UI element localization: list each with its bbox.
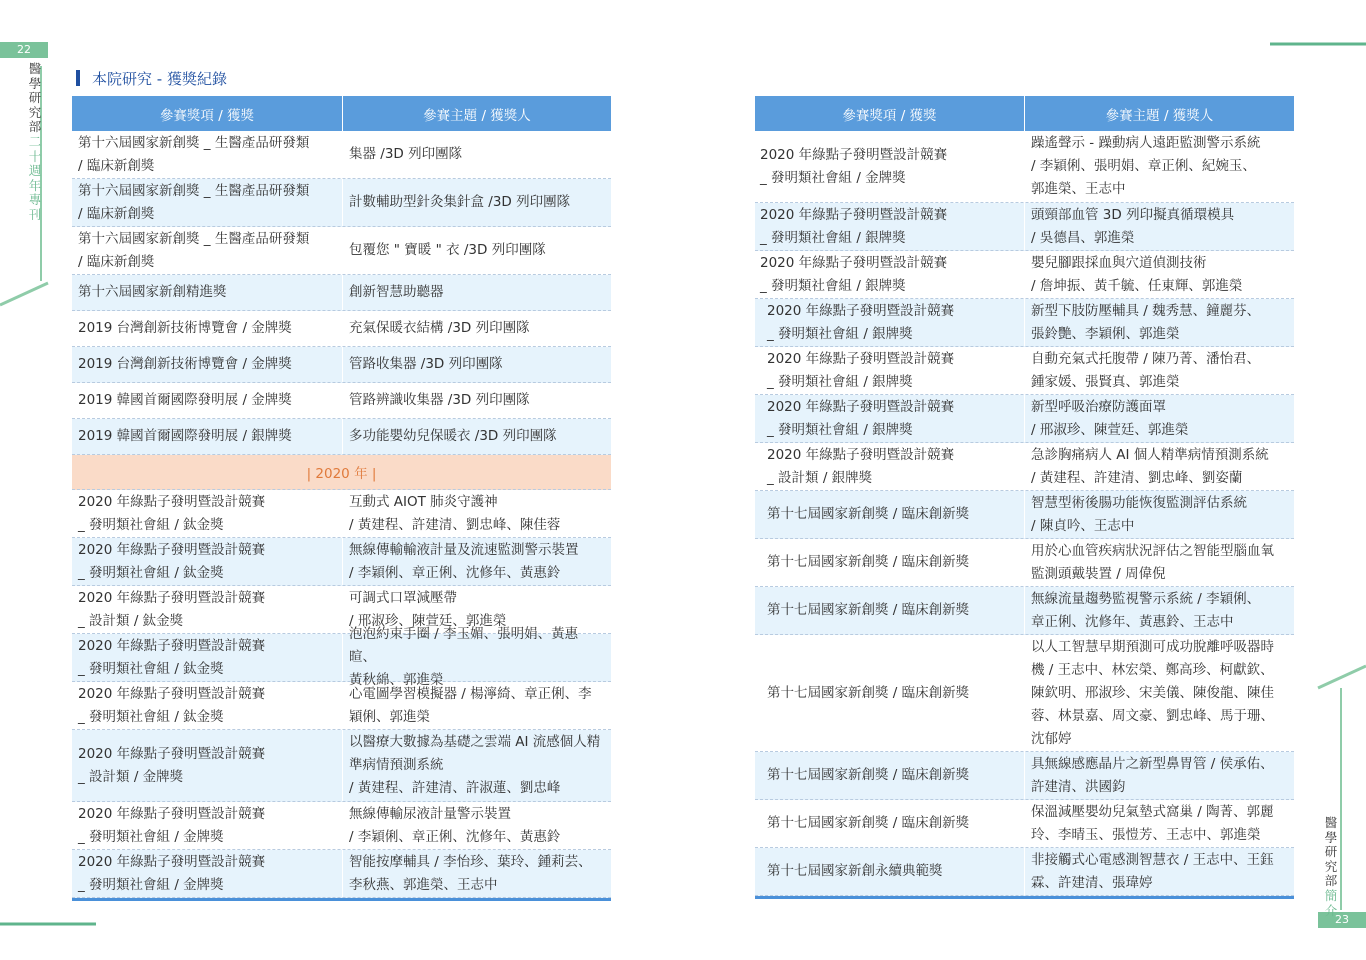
topic-line: 集器 /3D 列印團隊 xyxy=(349,146,463,162)
award-cell xyxy=(755,587,1024,634)
topic-line: / 李穎俐、張明娟、章正俐、紀婉玉、 xyxy=(1031,158,1256,174)
award-cell xyxy=(72,419,342,454)
table-row xyxy=(72,538,611,586)
award-line: 2020 年綠點子發明暨設計競賽 xyxy=(78,685,266,702)
topic-cell xyxy=(342,131,611,178)
topic-line: 包覆您 " 寶暖 " 衣 /3D 列印團隊 xyxy=(349,242,546,258)
award-cell xyxy=(72,227,342,274)
topic-line: / 吳德昌、郭進榮 xyxy=(1031,229,1135,246)
topic-line: 創新智慧助聽器 xyxy=(349,284,444,300)
award-line: / 臨床新創獎 xyxy=(78,205,155,222)
header-topic: 參賽主題 / 獲獎人 xyxy=(1024,96,1294,131)
award-cell xyxy=(72,347,342,382)
topic-cell xyxy=(342,419,611,454)
table-row xyxy=(72,311,611,347)
topic-cell xyxy=(1024,635,1294,751)
award-cell xyxy=(72,586,342,633)
table-row xyxy=(755,131,1294,203)
year-divider: | 2020 年 | xyxy=(72,455,611,490)
topic-cell xyxy=(342,850,611,897)
topic-line: 鍾家媛、張賢真、郭進榮 xyxy=(1031,373,1180,390)
topic-cell xyxy=(1024,752,1294,799)
award-line: 第十七屆國家新創獎 / 臨床創新獎 xyxy=(767,506,970,522)
topic-cell xyxy=(1024,848,1294,895)
table-row xyxy=(72,179,611,227)
topic-line: 蓉、林景嘉、周文豪、劉忠峰、馬于珊、 xyxy=(1031,707,1274,724)
topic-line: / 黃建程、許建清、許淑蓮、劉忠峰 xyxy=(349,780,561,796)
award-cell xyxy=(72,275,342,310)
topic-line: 許建清、洪國鈞 xyxy=(1031,778,1126,795)
topic-line: 新型呼吸治療防護面罩 xyxy=(1031,398,1166,415)
right-accent-line xyxy=(1318,666,1366,688)
table-header xyxy=(755,96,1294,131)
award-cell xyxy=(72,179,342,226)
topic-line: 管路辨識收集器 /3D 列印團隊 xyxy=(349,392,530,408)
topic-line: 張鈴艷、李穎俐、郭進榮 xyxy=(1031,325,1180,342)
award-line: _ 發明類社會組 / 鈦金獎 xyxy=(78,564,224,581)
award-line: _ 發明類社會組 / 金牌獎 xyxy=(78,876,224,893)
award-line: _ 設計類 / 銀牌獎 xyxy=(767,469,873,486)
topic-cell xyxy=(1024,347,1294,394)
table-row xyxy=(755,443,1294,491)
table-row xyxy=(755,251,1294,299)
award-line: 2020 年綠點子發明暨設計競賽 xyxy=(78,637,266,654)
table-row xyxy=(755,539,1294,587)
side-title-left xyxy=(28,62,42,223)
award-cell xyxy=(72,131,342,178)
table-row xyxy=(755,848,1294,896)
award-line: 第十七屆國家新創獎 / 臨床創新獎 xyxy=(767,602,970,618)
topic-cell xyxy=(342,802,611,849)
topic-line: 泡泡約束手圈 / 李玉媚、張明娟、黃惠暄、 xyxy=(349,626,579,665)
award-line: _ 發明類社會組 / 銀牌獎 xyxy=(760,229,906,246)
award-line: 第十七屆國家新創獎 / 臨床創新獎 xyxy=(767,554,970,570)
award-cell xyxy=(755,752,1024,799)
topic-line: / 黃建程、許建清、劉忠峰、陳佳蓉 xyxy=(349,516,561,533)
table-row xyxy=(72,131,611,179)
award-line: 2020 年綠點子發明暨設計競賽 xyxy=(760,206,948,223)
table-row xyxy=(72,419,611,455)
topic-cell xyxy=(342,383,611,418)
awards-table-left xyxy=(72,96,611,901)
award-cell xyxy=(755,251,1024,298)
award-cell xyxy=(72,311,342,346)
award-line: 第十七屆國家新創獎 / 臨床創新獎 xyxy=(767,684,970,701)
award-line: 2020 年綠點子發明暨設計競賽 xyxy=(78,541,266,558)
award-line: _ 設計類 / 金牌獎 xyxy=(78,768,184,785)
topic-cell xyxy=(1024,800,1294,847)
topic-cell xyxy=(1024,587,1294,634)
topic-line: 郭進榮、王志中 xyxy=(1031,181,1126,197)
topic-cell xyxy=(342,227,611,274)
topic-line: 智能按摩輔具 / 李怡珍、葉玲、鍾莉芸、 xyxy=(349,853,592,870)
topic-cell xyxy=(342,179,611,226)
topic-line: 無線傳輸輸液計量及流速監測警示裝置 xyxy=(349,541,579,558)
table-row xyxy=(72,347,611,383)
award-line: 2019 韓國首爾國際發明展 / 金牌獎 xyxy=(78,392,292,408)
table-row xyxy=(72,682,611,730)
topic-line: 自動充氣式托腹帶 / 陳乃菁、潘怡君、 xyxy=(1031,350,1261,367)
topic-cell xyxy=(1024,443,1294,490)
award-line: _ 設計類 / 鈦金獎 xyxy=(78,612,184,629)
topic-line: / 李穎俐、章正俐、沈修年、黃惠鈴 xyxy=(349,828,561,845)
award-line: 2020 年綠點子發明暨設計競賽 xyxy=(767,398,955,415)
topic-line: / 李穎俐、章正俐、沈修年、黃惠鈴 xyxy=(349,564,561,581)
topic-cell xyxy=(342,347,611,382)
page-number-left: 22 xyxy=(0,42,48,58)
award-line: 2020 年綠點子發明暨設計競賽 xyxy=(78,589,266,606)
side-title-right xyxy=(1324,816,1338,918)
header-topic: 參賽主題 / 獲獎人 xyxy=(342,96,611,131)
side-title-left-part1: 醫學研究部 xyxy=(28,61,42,135)
award-line: _ 發明類社會組 / 銀牌獎 xyxy=(767,373,913,390)
topic-line: 新型下肢防壓輔具 / 魏秀慧、鐘麗芬、 xyxy=(1031,302,1261,319)
award-line: 第十七屆國家新創獎 / 臨床創新獎 xyxy=(767,815,970,831)
table-row xyxy=(755,203,1294,251)
award-cell xyxy=(755,299,1024,346)
table-row xyxy=(72,383,611,419)
award-line: _ 發明類社會組 / 金牌獎 xyxy=(760,169,906,186)
table-row xyxy=(755,800,1294,848)
side-line-right xyxy=(1340,688,1342,910)
award-line: 2019 韓國首爾國際發明展 / 銀牌獎 xyxy=(78,428,292,444)
side-title-right-part1: 醫學研究部 xyxy=(1324,815,1338,889)
award-line: 2020 年綠點子發明暨設計競賽 xyxy=(78,805,266,822)
topic-cell xyxy=(1024,491,1294,538)
topic-cell xyxy=(342,311,611,346)
topic-cell xyxy=(1024,539,1294,586)
award-cell xyxy=(755,347,1024,394)
topic-cell xyxy=(1024,203,1294,250)
topic-line: / 詹坤振、黃千毓、任東輝、郭進榮 xyxy=(1031,277,1243,294)
award-cell xyxy=(72,682,342,729)
topic-line: 非接觸式心電感測智慧衣 / 王志中、王鈺 xyxy=(1031,851,1274,868)
awards-table-right xyxy=(755,96,1294,899)
table-row xyxy=(755,347,1294,395)
table-row xyxy=(755,587,1294,635)
topic-line: 充氣保暖衣結構 /3D 列印團隊 xyxy=(349,320,530,336)
award-line: _ 發明類社會組 / 鈦金獎 xyxy=(78,516,224,533)
table-body-2020 xyxy=(72,490,611,898)
topic-line: 急診胸痛病人 AI 個人精準病情預測系統 xyxy=(1031,446,1269,463)
award-cell xyxy=(755,848,1024,895)
topic-line: 陳欽明、邢淑珍、宋美儀、陳俊龍、陳佳 xyxy=(1031,684,1274,701)
award-line: 2019 台灣創新技術博覽會 / 金牌獎 xyxy=(78,320,292,336)
award-line: 2020 年綠點子發明暨設計競賽 xyxy=(767,350,955,367)
table-row xyxy=(755,491,1294,539)
section-title xyxy=(76,68,227,88)
award-cell xyxy=(72,490,342,537)
topic-line: / 陳貞吟、王志中 xyxy=(1031,517,1135,534)
topic-cell xyxy=(1024,395,1294,442)
topic-line: 機 / 王志中、林宏榮、鄭高珍、柯獻欽、 xyxy=(1031,661,1274,678)
topic-line: 玲、李晴玉、張愷芳、王志中、郭進榮 xyxy=(1031,826,1261,843)
award-line: 2020 年綠點子發明暨設計競賽 xyxy=(78,745,266,762)
award-line: 第十六屆國家新創獎 _ 生醫產品研發類 xyxy=(78,134,310,151)
table-header xyxy=(72,96,611,131)
topic-line: 以人工智慧早期預測可成功脫離呼吸器時 xyxy=(1031,638,1274,655)
section-title-text: 本院研究 - 獲獎紀錄 xyxy=(92,69,227,88)
award-cell xyxy=(755,635,1024,751)
table-row xyxy=(72,490,611,538)
award-line: 第十七屆國家新創獎 / 臨床創新獎 xyxy=(767,767,970,783)
table-row xyxy=(755,752,1294,800)
award-line: 2020 年綠點子發明暨設計競賽 xyxy=(78,853,266,870)
table-row xyxy=(755,299,1294,347)
award-cell xyxy=(72,634,342,681)
table-row xyxy=(72,802,611,850)
table-row xyxy=(72,626,611,688)
topic-line: 準病情預測系統 xyxy=(349,757,444,773)
topic-cell xyxy=(1024,299,1294,346)
award-line: 第十六屆國家新創精進獎 xyxy=(78,284,227,300)
topic-line: 以醫療大數據為基礎之雲端 AI 流感個人精 xyxy=(349,734,601,750)
award-cell xyxy=(755,203,1024,250)
award-line: 2020 年綠點子發明暨設計競賽 xyxy=(767,446,955,463)
topic-line: 可調式口罩減壓帶 xyxy=(349,589,457,606)
award-cell xyxy=(755,539,1024,586)
award-line: _ 發明類社會組 / 金牌獎 xyxy=(78,828,224,845)
topic-cell xyxy=(342,275,611,310)
topic-cell xyxy=(342,730,611,801)
award-line: 2019 台灣創新技術博覽會 / 金牌獎 xyxy=(78,356,292,372)
topic-line: 躁遙聲示 - 躁動病人遠距監測警示系統 xyxy=(1031,135,1261,151)
award-line: 第十七屆國家新創永續典範獎 xyxy=(767,863,943,879)
table-row xyxy=(72,227,611,275)
award-line: _ 發明類社會組 / 銀牌獎 xyxy=(760,277,906,294)
header-award: 參賽獎項 / 獲獎 xyxy=(159,107,255,124)
topic-line: 多功能嬰幼兒保暖衣 /3D 列印團隊 xyxy=(349,428,557,444)
topic-line: 無線傳輸尿液計量警示裝置 xyxy=(349,805,511,822)
award-cell xyxy=(72,850,342,897)
topic-line: 心電圖學習模擬器 / 楊濘綺、章正俐、李 xyxy=(349,685,592,702)
topic-line: / 邢淑珍、陳萱廷、郭進榮 xyxy=(1031,421,1189,438)
table-body-pre-2020 xyxy=(72,131,611,455)
award-line: 第十六屆國家新創獎 _ 生醫產品研發類 xyxy=(78,182,310,199)
topic-line: 霖、許建清、張瑋婷 xyxy=(1031,874,1153,891)
award-line: _ 發明類社會組 / 鈦金獎 xyxy=(78,660,224,677)
topic-line: 互動式 AIOT 肺炎守護神 xyxy=(349,493,498,510)
topic-line: 穎俐、郭進榮 xyxy=(349,708,430,725)
topic-line: / 邢淑珍、陳萱廷、郭進榮 xyxy=(349,612,507,629)
award-line: _ 發明類社會組 / 銀牌獎 xyxy=(767,421,913,438)
award-line: 2020 年綠點子發明暨設計競賽 xyxy=(767,302,955,319)
title-bar xyxy=(76,70,80,86)
award-cell xyxy=(72,730,342,801)
award-cell xyxy=(755,443,1024,490)
award-line: 2020 年綠點子發明暨設計競賽 xyxy=(760,146,948,163)
table-row xyxy=(72,730,611,802)
award-cell xyxy=(72,383,342,418)
topic-line: 用於心血管疾病狀況評估之智能型腦血氧 xyxy=(1031,542,1274,559)
topic-cell xyxy=(342,490,611,537)
topic-line: 嬰兒腳跟採血與穴道偵測技術 xyxy=(1031,254,1207,271)
topic-cell xyxy=(1024,131,1294,202)
topic-line: 沈郁婷 xyxy=(1031,730,1072,747)
side-title-right-part2: 簡介 xyxy=(1324,887,1338,918)
topic-cell xyxy=(342,682,611,729)
award-line: 2020 年綠點子發明暨設計競賽 xyxy=(760,254,948,271)
topic-cell xyxy=(342,538,611,585)
award-cell xyxy=(72,538,342,585)
award-line: 第十六屆國家新創獎 _ 生醫產品研發類 xyxy=(78,230,310,247)
topic-line: 計數輔助型針灸集針盒 /3D 列印團隊 xyxy=(349,194,571,210)
table-body-right xyxy=(755,131,1294,896)
topic-cell xyxy=(342,626,611,688)
topic-line: / 黃建程、許建清、劉忠峰、劉姿蘭 xyxy=(1031,469,1243,486)
left-accent-line xyxy=(0,283,48,305)
topic-line: 李秋燕、郭進榮、王志中 xyxy=(349,876,498,893)
award-cell xyxy=(72,802,342,849)
topic-line: 無線流量趨勢監視警示系統 / 李穎俐、 xyxy=(1031,590,1261,607)
topic-line: 管路收集器 /3D 列印團隊 xyxy=(349,356,503,372)
award-line: 2020 年綠點子發明暨設計競賽 xyxy=(78,493,266,510)
award-line: / 臨床新創獎 xyxy=(78,157,155,174)
header-award: 參賽獎項 / 獲獎 xyxy=(842,107,937,124)
table-row xyxy=(72,275,611,311)
award-cell xyxy=(755,491,1024,538)
topic-line: 頭頸部血管 3D 列印擬真循環模具 xyxy=(1031,206,1235,223)
award-line: _ 發明類社會組 / 銀牌獎 xyxy=(767,325,913,342)
table-row xyxy=(755,395,1294,443)
topic-line: 監測頭戴裝置 / 周偉倪 xyxy=(1031,565,1166,582)
award-line: _ 發明類社會組 / 鈦金獎 xyxy=(78,708,224,725)
topic-line: 章正俐、沈修年、黃惠鈴、王志中 xyxy=(1031,613,1234,630)
award-line: / 臨床新創獎 xyxy=(78,253,155,270)
award-cell xyxy=(755,800,1024,847)
topic-line: 黃秋綿、郭進榮 xyxy=(349,672,444,688)
table-row xyxy=(755,635,1294,752)
topic-line: 具無線感應晶片之新型鼻胃管 / 侯承佑、 xyxy=(1031,755,1274,772)
topic-cell xyxy=(1024,251,1294,298)
side-title-left-part2: 二十週年專刊 xyxy=(28,133,42,222)
topic-line: 智慧型術後腸功能恢復監測評估系統 xyxy=(1031,494,1247,511)
table-row xyxy=(72,850,611,898)
page-number-right: 23 xyxy=(1318,912,1366,928)
award-cell xyxy=(755,131,1024,202)
topic-line: 保溫減壓嬰幼兒氣墊式窩巢 / 陶菁、郭麗 xyxy=(1031,803,1274,820)
award-cell xyxy=(755,395,1024,442)
